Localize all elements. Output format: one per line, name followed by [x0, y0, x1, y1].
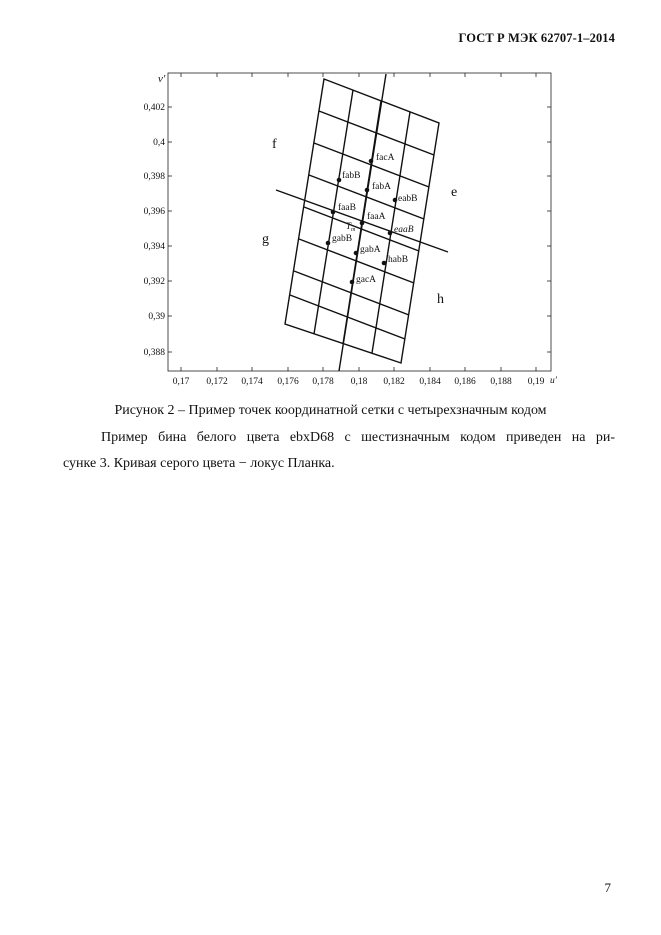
point-label-tm: $T_m$	[346, 221, 356, 233]
region-label-f: f	[272, 137, 277, 152]
point-label-habB: habB	[388, 255, 409, 265]
point-label-gabB: gabB	[332, 234, 353, 244]
point-label-gabA: gabA	[360, 245, 381, 255]
point-label-gacA: gacA	[356, 275, 377, 285]
x-tick-label: 0,182	[383, 377, 405, 387]
point-facA	[369, 159, 374, 164]
point-label-faaA: faaA	[367, 212, 386, 222]
region-label-h: h	[437, 292, 444, 307]
y-tick-label: 0,388	[143, 348, 165, 358]
body-paragraph-line1: Пример бина белого цвета ebxD68 с шестизначным кодом приведен на ри-	[101, 430, 615, 445]
x-tick-label: 0,184	[419, 377, 441, 387]
point-label-facA: facA	[376, 153, 395, 163]
point-gacA	[350, 280, 355, 285]
y-tick-label: 0,398	[143, 172, 165, 182]
y-tick-label: 0,4	[153, 138, 165, 148]
y-axis-ticks	[168, 107, 551, 352]
point-gabB	[326, 241, 331, 246]
point-label-eaaB: eaaB	[394, 225, 414, 235]
x-tick-label: 0,172	[206, 377, 228, 387]
point-label-fabB: fabB	[342, 171, 361, 181]
y-tick-label: 0,392	[143, 277, 165, 287]
grid-points	[326, 159, 398, 285]
x-tick-label: 0,176	[277, 377, 299, 387]
x-tick-labels	[173, 377, 545, 387]
y-tick-label: 0,396	[143, 207, 165, 217]
chromaticity-grid-plot	[130, 66, 570, 396]
y-tick-label: 0,394	[143, 242, 165, 252]
point-habB	[382, 261, 387, 266]
y-tick-label: 0,39	[148, 312, 165, 322]
x-tick-label: 0,19	[527, 377, 545, 387]
point-faaB	[331, 210, 336, 215]
point-faaA	[360, 221, 365, 226]
region-label-g: g	[262, 232, 269, 247]
x-tick-label: 0,188	[490, 377, 512, 387]
point-fabB	[337, 178, 342, 183]
point-fabA	[365, 188, 370, 193]
x-tick-label: 0,186	[454, 377, 476, 387]
x-axis-label: u′	[550, 376, 557, 386]
page-number: 7	[604, 880, 611, 895]
plot-frame	[168, 73, 551, 371]
x-axis-ticks	[181, 73, 536, 371]
point-label-fabA: fabA	[372, 182, 391, 192]
x-tick-label: 0,178	[312, 377, 334, 387]
figure-caption: Рисунок 2 – Пример точек координатной сетки с четырехзначным кодом	[114, 403, 547, 418]
figure-chromaticity-grid	[130, 66, 570, 401]
body-paragraph-line2: сунке 3. Кривая серого цвета − локус Планка.	[63, 456, 335, 471]
point-labels	[332, 152, 418, 285]
x-tick-label: 0,18	[350, 377, 368, 387]
x-tick-label: 0,17	[172, 377, 190, 387]
y-axis-label: v′	[158, 73, 166, 85]
y-tick-labels	[144, 103, 166, 358]
point-eabB	[393, 198, 398, 203]
document-header: ГОСТ Р МЭК 62707-1–2014	[458, 31, 615, 45]
point-label-faaB: faaB	[338, 203, 356, 213]
y-tick-label: 0,402	[143, 103, 165, 113]
point-gabA	[354, 251, 359, 256]
point-label-eabB: eabB	[398, 194, 418, 204]
region-label-e: e	[451, 185, 458, 200]
x-tick-label: 0,174	[241, 377, 263, 387]
point-eaaB	[388, 231, 393, 236]
